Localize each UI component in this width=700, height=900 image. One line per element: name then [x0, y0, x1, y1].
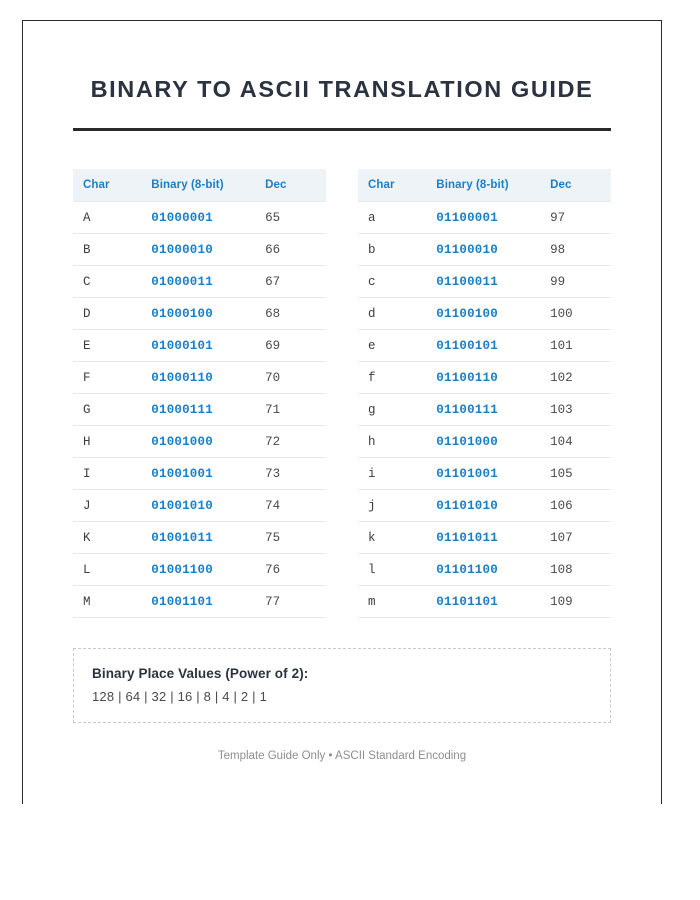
table-row — [73, 426, 326, 458]
cell-char: c — [358, 266, 426, 298]
cell-dec: 98 — [540, 234, 611, 266]
cell-dec: 108 — [540, 554, 611, 586]
cell-dec: 69 — [255, 330, 326, 362]
cell-binary: 01100010 — [426, 234, 540, 266]
cell-binary: 01000111 — [141, 394, 255, 426]
card-content — [23, 76, 661, 762]
cell-dec: 99 — [540, 266, 611, 298]
table-row — [73, 522, 326, 554]
page-footer: Template Guide Only • ASCII Standard Encoding — [217, 750, 467, 762]
cell-char: E — [73, 330, 141, 362]
binary-place-values-note — [73, 648, 611, 723]
cell-char: f — [358, 362, 426, 394]
cell-char: d — [358, 298, 426, 330]
cell-binary: 01000101 — [141, 330, 255, 362]
cell-dec: 74 — [255, 490, 326, 522]
cell-dec: 66 — [255, 234, 326, 266]
cell-dec: 109 — [540, 586, 611, 618]
table-row — [73, 298, 326, 330]
cell-dec: 77 — [255, 586, 326, 618]
table-header-uppercase — [73, 169, 326, 202]
table-row — [358, 458, 611, 490]
table-body-lowercase — [358, 202, 611, 618]
cell-char: H — [73, 426, 141, 458]
cell-dec: 106 — [540, 490, 611, 522]
cell-char: A — [73, 202, 141, 234]
cell-binary: 01100011 — [426, 266, 540, 298]
cell-char: i — [358, 458, 426, 490]
table-row — [358, 586, 611, 618]
table-row — [73, 266, 326, 298]
column-header-binary: Binary (8-bit) — [141, 169, 255, 202]
table-row — [73, 586, 326, 618]
cell-binary: 01101010 — [426, 490, 540, 522]
cell-dec: 101 — [540, 330, 611, 362]
cell-binary: 01001011 — [141, 522, 255, 554]
cell-char: F — [73, 362, 141, 394]
cell-dec: 104 — [540, 426, 611, 458]
ascii-table-lowercase — [358, 169, 611, 618]
table-row — [73, 362, 326, 394]
table-row — [358, 234, 611, 266]
ascii-table-uppercase — [73, 169, 326, 618]
cell-dec: 71 — [255, 394, 326, 426]
cell-dec: 76 — [255, 554, 326, 586]
cell-binary: 01101011 — [426, 522, 540, 554]
cell-binary: 01000001 — [141, 202, 255, 234]
cell-binary: 01001001 — [141, 458, 255, 490]
column-header-binary: Binary (8-bit) — [426, 169, 540, 202]
document-card — [22, 20, 662, 804]
table-row — [358, 394, 611, 426]
table-row — [358, 266, 611, 298]
cell-dec: 107 — [540, 522, 611, 554]
column-header-char: Char — [358, 169, 426, 202]
cell-char: G — [73, 394, 141, 426]
table-header-row — [73, 169, 326, 202]
column-header-dec: Dec — [540, 169, 611, 202]
cell-dec: 65 — [255, 202, 326, 234]
cell-char: B — [73, 234, 141, 266]
table-row — [358, 522, 611, 554]
table-row — [358, 330, 611, 362]
cell-binary: 01101000 — [426, 426, 540, 458]
cell-binary: 01100100 — [426, 298, 540, 330]
cell-dec: 72 — [255, 426, 326, 458]
cell-binary: 01001100 — [141, 554, 255, 586]
table-row — [73, 490, 326, 522]
table-body-uppercase — [73, 202, 326, 618]
cell-binary: 01000110 — [141, 362, 255, 394]
ascii-tables-container — [73, 169, 611, 618]
cell-char: J — [73, 490, 141, 522]
cell-char: b — [358, 234, 426, 266]
table-row — [73, 394, 326, 426]
cell-binary: 01001000 — [141, 426, 255, 458]
cell-dec: 75 — [255, 522, 326, 554]
cell-char: h — [358, 426, 426, 458]
cell-dec: 103 — [540, 394, 611, 426]
cell-dec: 105 — [540, 458, 611, 490]
cell-char: K — [73, 522, 141, 554]
table-row — [73, 554, 326, 586]
cell-char: D — [73, 298, 141, 330]
cell-binary: 01100111 — [426, 394, 540, 426]
cell-dec: 73 — [255, 458, 326, 490]
title-divider — [73, 128, 611, 131]
cell-char: g — [358, 394, 426, 426]
cell-char: m — [358, 586, 426, 618]
cell-binary: 01100101 — [426, 330, 540, 362]
page-title: BINARY TO ASCII TRANSLATION GUIDE — [90, 76, 594, 102]
cell-binary: 01100001 — [426, 202, 540, 234]
table-row — [73, 458, 326, 490]
table-row — [73, 330, 326, 362]
cell-char: L — [73, 554, 141, 586]
table-row — [358, 202, 611, 234]
note-values: 128 | 64 | 32 | 16 | 8 | 4 | 2 | 1 — [92, 689, 267, 704]
cell-binary: 01000100 — [141, 298, 255, 330]
cell-dec: 67 — [255, 266, 326, 298]
cell-dec: 68 — [255, 298, 326, 330]
table-row — [358, 490, 611, 522]
table-header-lowercase — [358, 169, 611, 202]
table-header-row — [358, 169, 611, 202]
cell-binary: 01101001 — [426, 458, 540, 490]
cell-char: k — [358, 522, 426, 554]
cell-dec: 70 — [255, 362, 326, 394]
table-row — [358, 298, 611, 330]
cell-char: j — [358, 490, 426, 522]
cell-binary: 01000011 — [141, 266, 255, 298]
table-row — [358, 426, 611, 458]
column-header-dec: Dec — [255, 169, 326, 202]
cell-binary: 01101100 — [426, 554, 540, 586]
cell-char: a — [358, 202, 426, 234]
cell-char: e — [358, 330, 426, 362]
table-row — [358, 554, 611, 586]
cell-binary: 01001101 — [141, 586, 255, 618]
note-title: Binary Place Values (Power of 2): — [92, 666, 309, 681]
table-row — [73, 234, 326, 266]
table-row — [73, 202, 326, 234]
cell-char: M — [73, 586, 141, 618]
cell-binary: 01000010 — [141, 234, 255, 266]
cell-binary: 01001010 — [141, 490, 255, 522]
cell-char: I — [73, 458, 141, 490]
cell-char: C — [73, 266, 141, 298]
cell-dec: 97 — [540, 202, 611, 234]
cell-dec: 100 — [540, 298, 611, 330]
cell-char: l — [358, 554, 426, 586]
cell-binary: 01101101 — [426, 586, 540, 618]
column-header-char: Char — [73, 169, 141, 202]
table-row — [358, 362, 611, 394]
cell-binary: 01100110 — [426, 362, 540, 394]
cell-dec: 102 — [540, 362, 611, 394]
